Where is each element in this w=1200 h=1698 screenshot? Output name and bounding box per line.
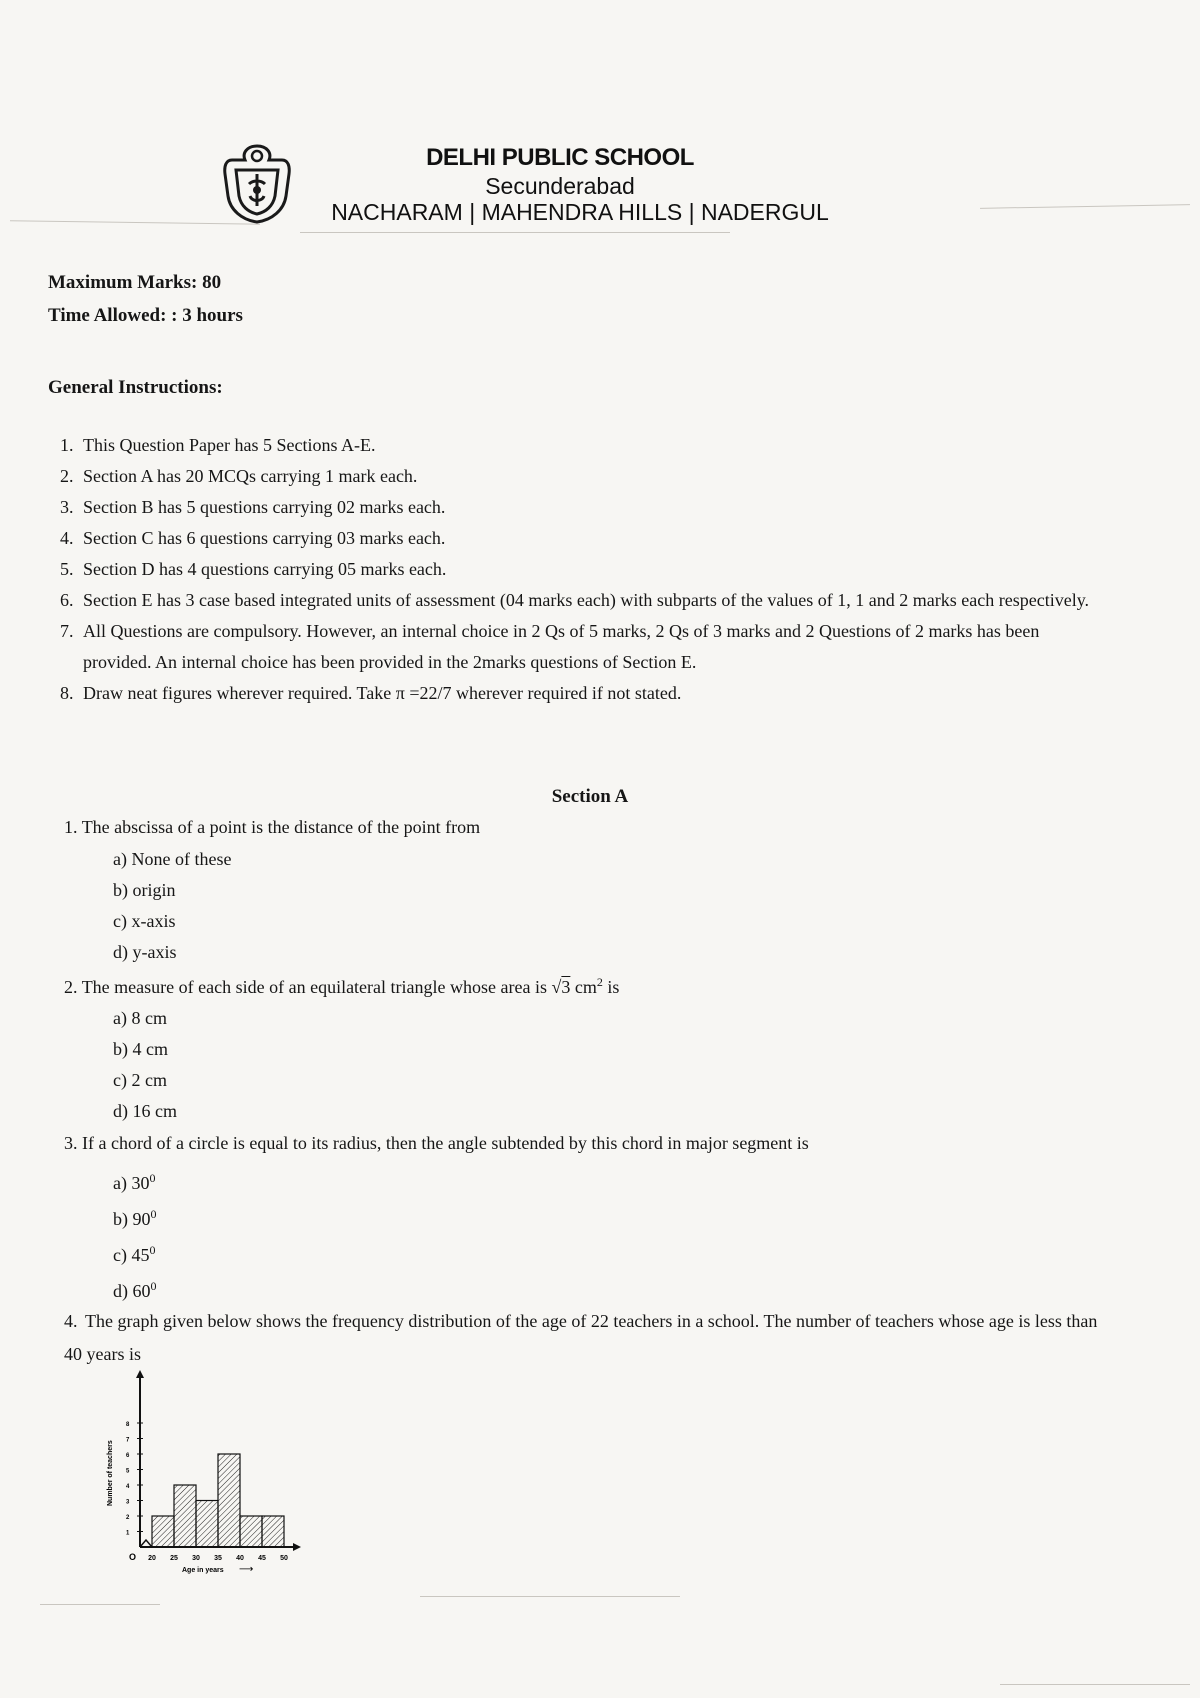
x-tick-label: 35 (214, 1555, 222, 1562)
option-value: d) 60 (113, 1281, 151, 1301)
instruction-number: 4. (60, 528, 74, 548)
question-text-end: is (602, 977, 620, 997)
q1-option-a: a) None of these (113, 849, 232, 869)
q1-option-c: c) x-axis (113, 911, 176, 931)
instruction-number: 8. (60, 683, 74, 703)
x-axis-direction-arrow: ⟶ (239, 1564, 254, 1575)
x-tick-label: 30 (192, 1555, 200, 1562)
instruction-number: 6. (60, 590, 74, 610)
scan-edge-line (300, 232, 730, 233)
time-allowed: Time Allowed: : 3 hours (48, 305, 243, 326)
q3-option-a (113, 1171, 155, 1194)
scan-edge-line (980, 204, 1190, 209)
option-value: a) 30 (113, 1173, 150, 1193)
instruction-item (60, 585, 1100, 616)
scan-edge-line (420, 1596, 680, 1597)
instruction-text: This Question Paper has 5 Sections A-E. (83, 435, 376, 455)
degree-mark: 0 (149, 1243, 156, 1257)
general-instructions-heading: General Instructions: (48, 377, 223, 398)
histogram-bar-45-50 (262, 1516, 284, 1547)
q2-option-b: b) 4 cm (113, 1039, 168, 1059)
y-tick-label: 3 (126, 1499, 130, 1506)
y-tick-label: 7 (126, 1437, 130, 1444)
x-axis-arrow (293, 1543, 301, 1551)
general-instructions-list (60, 430, 1100, 709)
question-text: The abscissa of a point is the distance of the point from (81, 817, 481, 837)
q1-option-b: b) origin (113, 880, 176, 900)
instruction-item (60, 492, 1100, 523)
option-value: c) 45 (113, 1245, 150, 1265)
y-tick-label: 8 (126, 1422, 130, 1428)
instruction-item (60, 523, 1100, 554)
question-3 (64, 1133, 809, 1154)
school-crest-logo (222, 144, 292, 224)
y-tick-label: 2 (126, 1515, 130, 1521)
sqrt-symbol: √ (551, 977, 562, 997)
question-number: 3. (64, 1133, 78, 1153)
scan-edge-line (40, 1604, 160, 1605)
question-2 (64, 975, 619, 998)
instruction-item (60, 461, 1100, 492)
histogram-bar-20-25 (152, 1516, 174, 1547)
y-tick-label: 6 (126, 1453, 130, 1459)
question-text: The graph given below shows the frequency distribution of the age of 22 teachers in a school. The number of teachers whose age is less than 40 years is (64, 1311, 1098, 1364)
instruction-item (60, 554, 1100, 585)
instruction-text: Section C has 6 questions carrying 03 marks each. (83, 528, 446, 548)
radicand: 3 (561, 977, 571, 997)
instruction-item (60, 678, 1100, 709)
instruction-text: Section A has 20 MCQs carrying 1 mark each. (83, 466, 418, 486)
histogram-bar-40-45 (240, 1516, 262, 1547)
instruction-text: All Questions are compulsory. However, an internal choice in 2 Qs of 5 marks, 2 Qs of 3 marks and 2 Questions of 2 marks has been provided. An internal choice has been provided in the 2marks questions of Section E. (83, 621, 1040, 672)
y-tick-label: 4 (126, 1484, 130, 1490)
axis-break-kink (140, 1540, 152, 1547)
instruction-item (60, 430, 1100, 461)
q2-option-a: a) 8 cm (113, 1008, 167, 1028)
unit-power: 2 (596, 975, 603, 989)
x-tick-label: 50 (280, 1555, 288, 1562)
x-axis-label: Age in years (182, 1567, 224, 1574)
instruction-number: 5. (60, 559, 74, 579)
y-tick-label: 1 (126, 1530, 130, 1537)
instruction-number: 1. (60, 435, 74, 455)
x-tick-label: 40 (236, 1555, 244, 1562)
question-number: 4. (64, 1311, 78, 1331)
q3-option-d (113, 1279, 157, 1302)
histogram-bar-35-40 (218, 1454, 240, 1547)
instruction-item (60, 616, 1100, 678)
instruction-text: Section D has 4 questions carrying 05 marks each. (83, 559, 447, 579)
question-text: The measure of each side of an equilateral triangle whose area is (81, 977, 552, 997)
histogram-bar-25-30 (174, 1485, 196, 1547)
y-axis-label: Number of teachers (107, 1440, 114, 1506)
question-1 (64, 817, 480, 838)
instruction-text: Section E has 3 case based integrated units of assessment (04 marks each) with subparts of the values of 1, 1 and 2 marks each respectively. (83, 590, 1090, 610)
degree-mark: 0 (150, 1279, 157, 1293)
x-tick-label: 25 (170, 1555, 178, 1562)
instruction-text: Section B has 5 questions carrying 02 marks each. (83, 497, 446, 517)
instruction-number: 2. (60, 466, 74, 486)
origin-label: O (129, 1552, 137, 1562)
q2-option-c: c) 2 cm (113, 1070, 167, 1090)
q2-option-d: d) 16 cm (113, 1101, 177, 1121)
school-campuses: NACHARAM | MAHENDRA HILLS | NADERGUL (331, 199, 829, 225)
question-number: 2. (64, 977, 78, 997)
option-value: b) 90 (113, 1209, 151, 1229)
section-a-heading: Section A (551, 786, 629, 807)
age-frequency-histogram (100, 1370, 310, 1580)
scan-edge-line (1000, 1684, 1190, 1685)
q3-option-c (113, 1243, 155, 1266)
school-city: Secunderabad (485, 173, 635, 199)
question-4 (64, 1305, 1114, 1371)
area-unit: cm (570, 977, 597, 997)
q1-option-d: d) y-axis (113, 942, 177, 962)
instruction-text: Draw neat figures wherever required. Take π =22/7 wherever required if not stated. (83, 683, 682, 703)
y-tick-label: 5 (126, 1468, 130, 1475)
school-name: DELHI PUBLIC SCHOOL (426, 144, 694, 171)
instruction-number: 7. (60, 621, 74, 641)
degree-mark: 0 (149, 1171, 156, 1185)
instruction-number: 3. (60, 497, 74, 517)
histogram-bar-30-35 (196, 1501, 218, 1548)
x-tick-label: 45 (258, 1555, 266, 1562)
q3-option-b (113, 1207, 157, 1230)
x-tick-label: 20 (148, 1555, 156, 1562)
maximum-marks: Maximum Marks: 80 (48, 272, 222, 293)
question-number: 1. (64, 817, 78, 837)
y-axis-arrow (136, 1370, 144, 1378)
degree-mark: 0 (150, 1207, 157, 1221)
question-text: If a chord of a circle is equal to its radius, then the angle subtended by this chord in major segment is (82, 1133, 809, 1153)
